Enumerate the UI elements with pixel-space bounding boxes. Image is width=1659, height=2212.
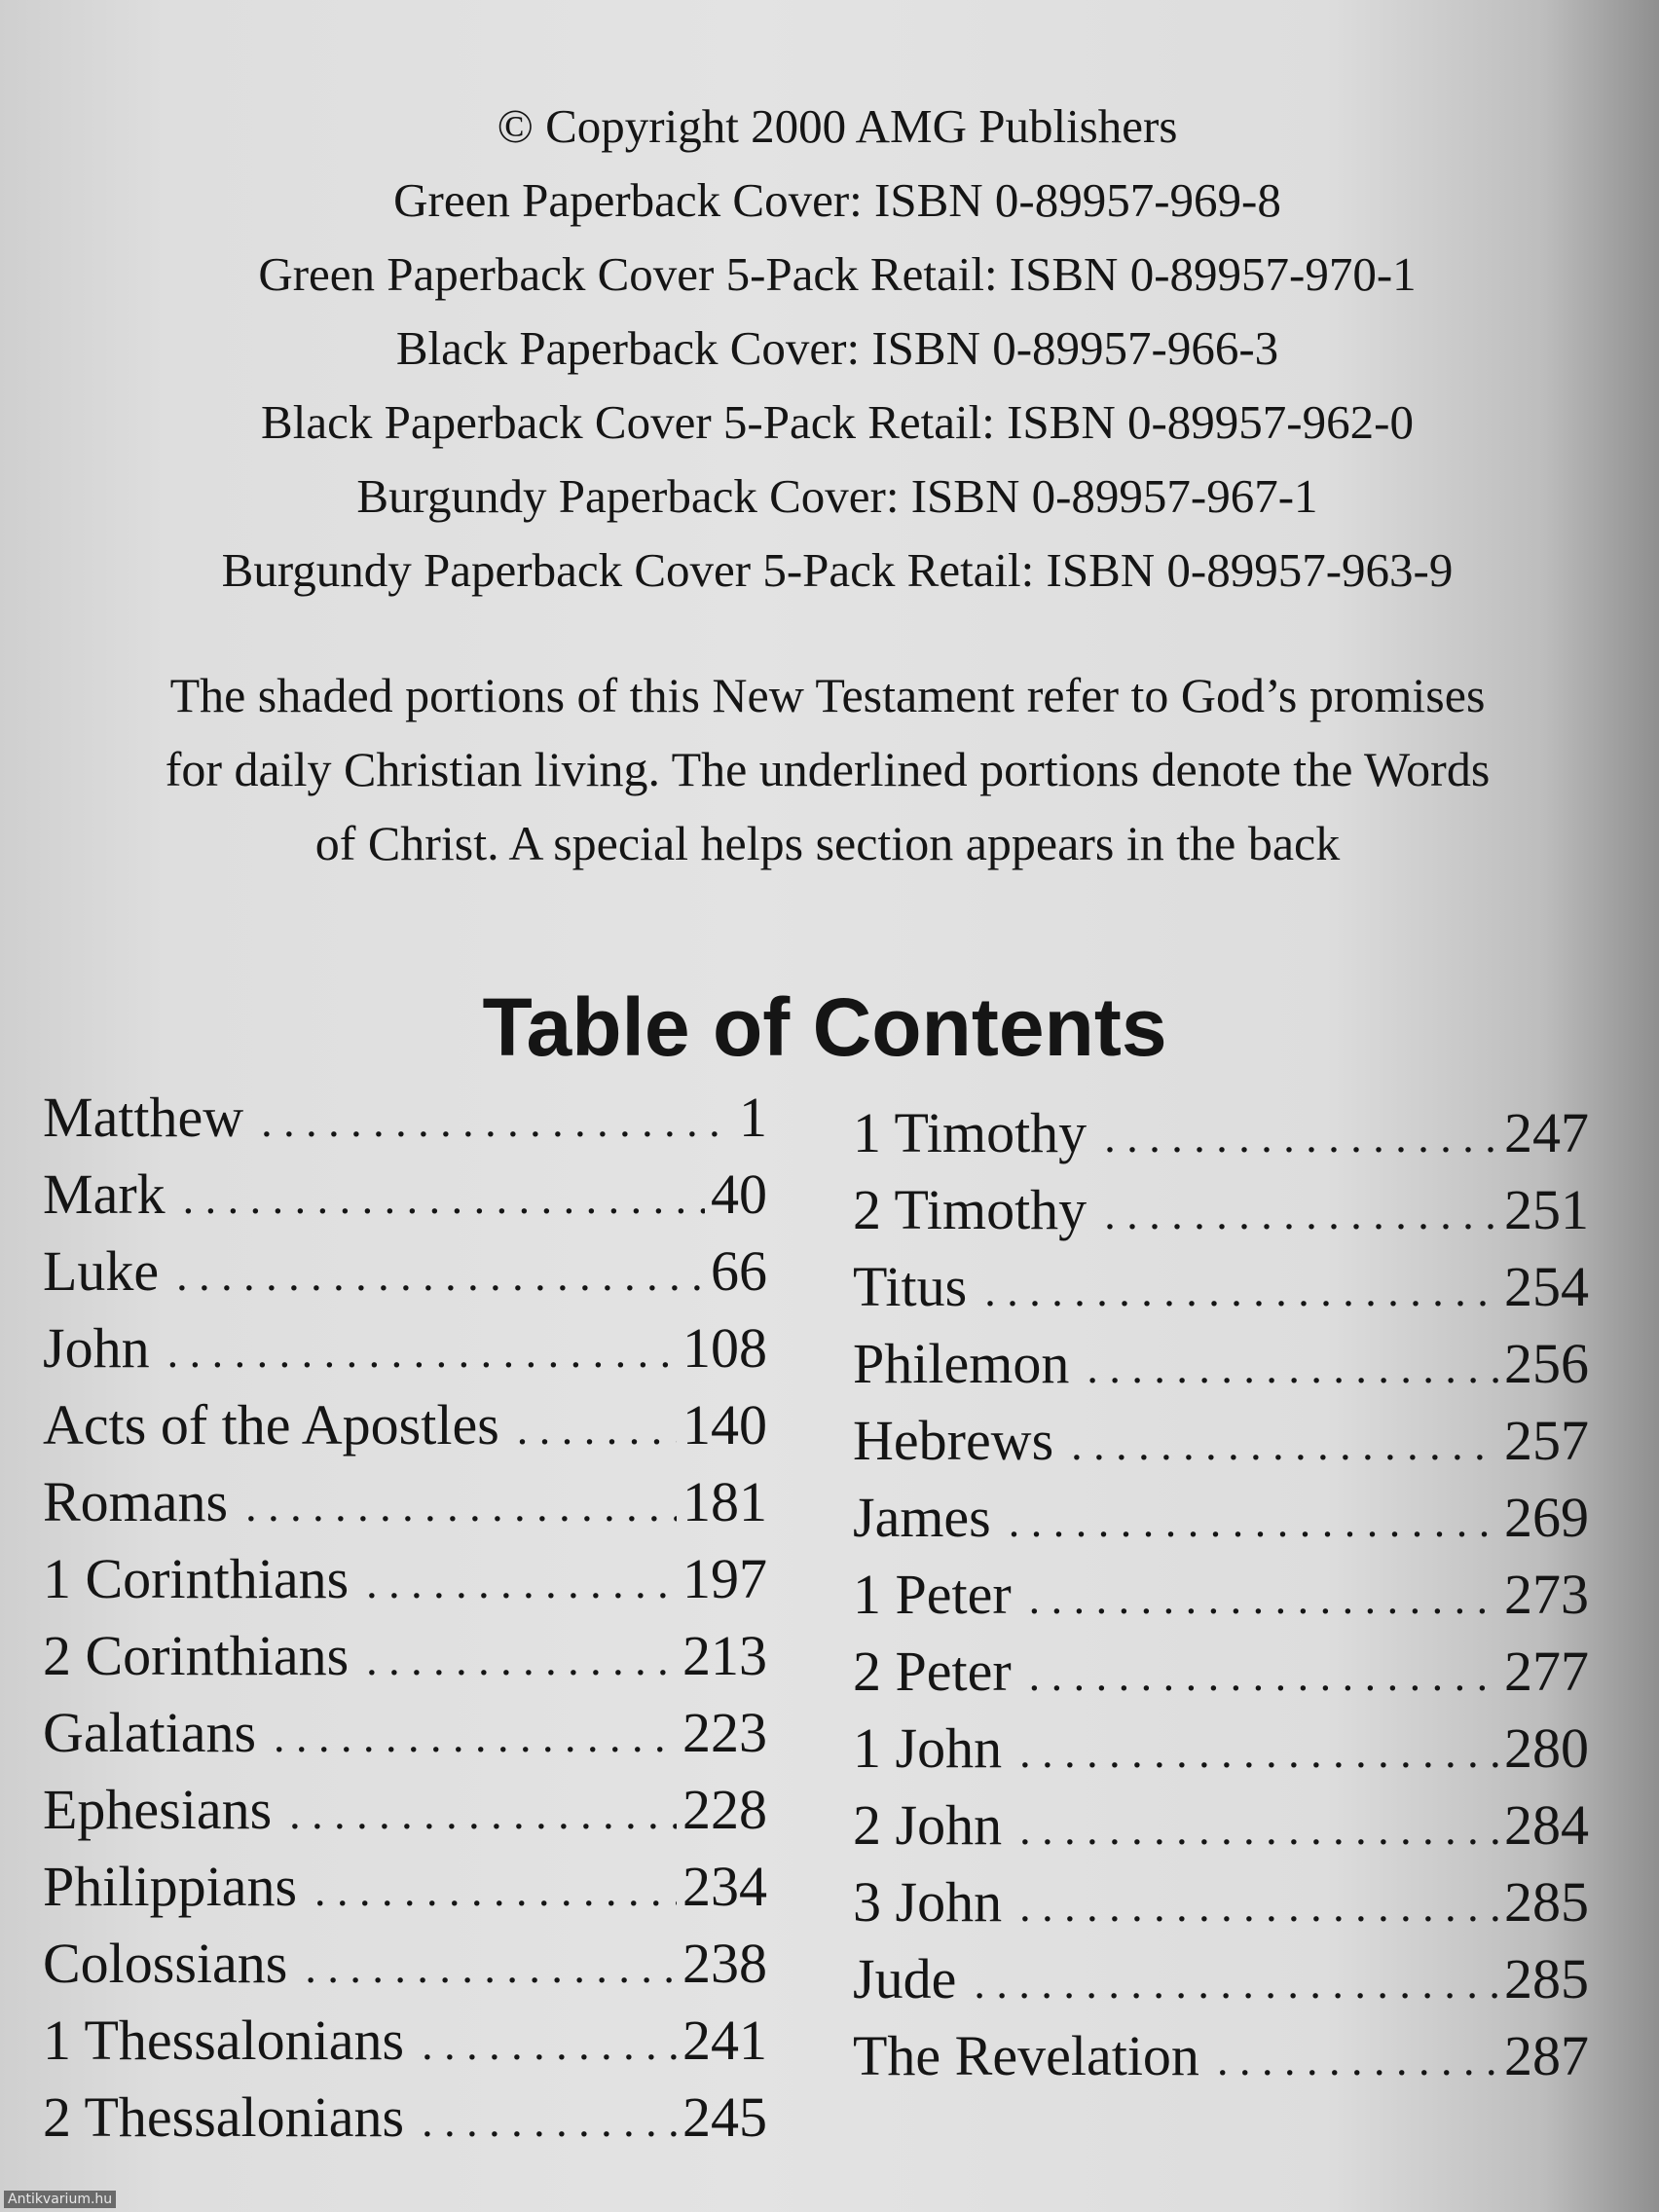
- toc-book-name: Colossians: [43, 1932, 288, 1995]
- toc-right-column: [853, 1094, 1589, 2094]
- toc-page-number: 277: [1504, 1640, 1589, 1703]
- toc-entry: [853, 1325, 1589, 1402]
- dot-leader: [176, 1236, 705, 1313]
- toc-entry: [43, 1079, 767, 1156]
- toc-book-name: Hebrews: [853, 1409, 1054, 1472]
- dot-leader: [1019, 1867, 1498, 1944]
- toc-entry: [43, 1617, 767, 1694]
- toc-page-number: 223: [682, 1701, 767, 1764]
- toc-entry: [43, 1694, 767, 1771]
- toc-entry: [43, 1771, 767, 1848]
- toc-book-name: Philemon: [853, 1332, 1070, 1395]
- isbn-line: Burgundy Paperback Cover: ISBN 0-89957-967-1: [356, 469, 1318, 523]
- toc-page-number: 284: [1504, 1793, 1589, 1857]
- isbn-line: Black Paperback Cover 5-Pack Retail: ISBN 0-89957-962-0: [261, 395, 1414, 449]
- toc-book-name: Acts of the Apostles: [43, 1393, 499, 1456]
- toc-book-name: 2 Timothy: [853, 1178, 1088, 1241]
- toc-book-name: 1 Peter: [853, 1563, 1012, 1626]
- toc-book-name: 1 Thessalonians: [43, 2009, 405, 2072]
- copyright-line: © Copyright 2000 AMG Publishers: [497, 99, 1178, 153]
- dot-leader: [305, 1929, 677, 2006]
- toc-entry: [853, 1556, 1589, 1633]
- dot-leader: [1029, 1560, 1498, 1637]
- toc-book-name: The Revelation: [853, 2024, 1199, 2087]
- toc-book-name: 3 John: [853, 1870, 1003, 1934]
- dot-leader: [1071, 1406, 1498, 1483]
- toc-book-name: Titus: [853, 1255, 968, 1318]
- toc-page-number: 1: [739, 1086, 767, 1149]
- dot-leader: [366, 1621, 677, 1698]
- toc-page-number: 257: [1504, 1409, 1589, 1472]
- toc-entry: [853, 2017, 1589, 2094]
- toc-entry: [43, 1540, 767, 1617]
- toc-page-number: 66: [711, 1239, 767, 1303]
- dot-leader: [1019, 1714, 1498, 1790]
- toc-entry: [43, 1156, 767, 1233]
- toc-book-name: Galatians: [43, 1701, 257, 1764]
- toc-book-name: James: [853, 1486, 991, 1549]
- toc-page-number: 251: [1504, 1178, 1589, 1241]
- toc-book-name: 2 Thessalonians: [43, 2085, 405, 2149]
- toc-entry: [43, 1309, 767, 1386]
- toc-left-column: [43, 1079, 767, 2156]
- toc-book-name: John: [43, 1316, 150, 1380]
- toc-book-name: Ephesians: [43, 1778, 273, 1841]
- toc-page-number: 287: [1504, 2024, 1589, 2087]
- toc-page-number: 285: [1504, 1947, 1589, 2010]
- toc-entry: [43, 1848, 767, 1925]
- dot-leader: [1009, 1483, 1498, 1560]
- toc-book-name: 1 John: [853, 1716, 1003, 1780]
- toc-entry: [43, 2002, 767, 2079]
- dot-leader: [1217, 2021, 1498, 2098]
- toc-entry: [43, 2079, 767, 2156]
- toc-page-number: 234: [682, 1855, 767, 1918]
- toc-page-number: 108: [682, 1316, 767, 1380]
- toc-book-name: 1 Timothy: [853, 1101, 1088, 1164]
- dot-leader: [517, 1390, 677, 1467]
- dot-leader: [245, 1467, 677, 1544]
- dot-leader: [274, 1698, 677, 1775]
- toc-page-number: 140: [682, 1393, 767, 1456]
- toc-entry: [853, 1863, 1589, 1940]
- copyright-block: [58, 90, 1616, 608]
- toc-page-number: 269: [1504, 1486, 1589, 1549]
- toc-page-number: 273: [1504, 1563, 1589, 1626]
- toc-book-name: 1 Corinthians: [43, 1547, 350, 1610]
- dot-leader: [1019, 1790, 1498, 1867]
- toc-page-number: 285: [1504, 1870, 1589, 1934]
- dot-leader: [422, 2006, 677, 2083]
- dot-leader: [1104, 1098, 1498, 1175]
- toc-page-number: 213: [682, 1624, 767, 1687]
- toc-book-name: 2 Corinthians: [43, 1624, 350, 1687]
- toc-page-number: 247: [1504, 1101, 1589, 1164]
- toc-entry: [43, 1925, 767, 2002]
- toc-page-number: 280: [1504, 1716, 1589, 1780]
- isbn-line: Burgundy Paperback Cover 5-Pack Retail: ISBN 0-89957-963-9: [221, 543, 1454, 597]
- dot-leader: [974, 1944, 1498, 2021]
- toc-page-number: 254: [1504, 1255, 1589, 1318]
- toc-book-name: 2 John: [853, 1793, 1003, 1857]
- watermark: Antikvarium.hu: [4, 2191, 116, 2208]
- toc-book-name: Luke: [43, 1239, 160, 1303]
- toc-book-name: Romans: [43, 1470, 229, 1533]
- toc-page-number: 241: [682, 2009, 767, 2072]
- toc-page-number: 245: [682, 2085, 767, 2149]
- toc-entry: [853, 1940, 1589, 2017]
- dot-leader: [984, 1252, 1498, 1329]
- toc-entry: [853, 1710, 1589, 1787]
- dot-leader: [183, 1160, 705, 1236]
- toc-page-number: 228: [682, 1778, 767, 1841]
- toc-book-name: Philippians: [43, 1855, 298, 1918]
- dot-leader: [1104, 1175, 1498, 1252]
- toc-entry: [853, 1248, 1589, 1325]
- toc-entry: [853, 1479, 1589, 1556]
- toc-entry: [853, 1094, 1589, 1171]
- isbn-line: Black Paperback Cover: ISBN 0-89957-966-3: [395, 321, 1279, 375]
- toc-page-number: 256: [1504, 1332, 1589, 1395]
- isbn-line: Green Paperback Cover: ISBN 0-89957-969-8: [393, 173, 1281, 227]
- notice-line: for daily Christian living. The underlined portions denote the Words: [165, 742, 1491, 796]
- toc-page-number: 181: [682, 1470, 767, 1533]
- dot-leader: [1087, 1329, 1498, 1406]
- shading-notice: [39, 658, 1616, 880]
- notice-line: The shaded portions of this New Testament refer to God’s promises: [169, 668, 1486, 722]
- toc-entry: [43, 1463, 767, 1540]
- toc-book-name: Mark: [43, 1162, 166, 1226]
- dot-leader: [366, 1544, 677, 1621]
- toc-title: Table of Contents: [482, 981, 1167, 1073]
- toc-page-number: 197: [682, 1547, 767, 1610]
- toc-entry: [853, 1402, 1589, 1479]
- notice-line: of Christ. A special helps section appears in the back: [314, 816, 1341, 870]
- toc-book-name: Matthew: [43, 1086, 244, 1149]
- toc-page-number: 40: [711, 1162, 767, 1226]
- dot-leader: [422, 2083, 677, 2159]
- isbn-line: Green Paperback Cover 5-Pack Retail: ISBN 0-89957-970-1: [258, 247, 1417, 301]
- dot-leader: [289, 1775, 677, 1852]
- dot-leader: [261, 1083, 733, 1160]
- toc-book-name: Jude: [853, 1947, 957, 2010]
- toc-page-number: 238: [682, 1932, 767, 1995]
- toc-entry: [853, 1633, 1589, 1710]
- toc-entry: [853, 1171, 1589, 1248]
- dot-leader: [314, 1852, 677, 1929]
- toc-book-name: 2 Peter: [853, 1640, 1012, 1703]
- toc-entry: [43, 1233, 767, 1309]
- dot-leader: [167, 1313, 677, 1390]
- dot-leader: [1029, 1637, 1498, 1714]
- toc-entry: [853, 1787, 1589, 1863]
- toc-entry: [43, 1386, 767, 1463]
